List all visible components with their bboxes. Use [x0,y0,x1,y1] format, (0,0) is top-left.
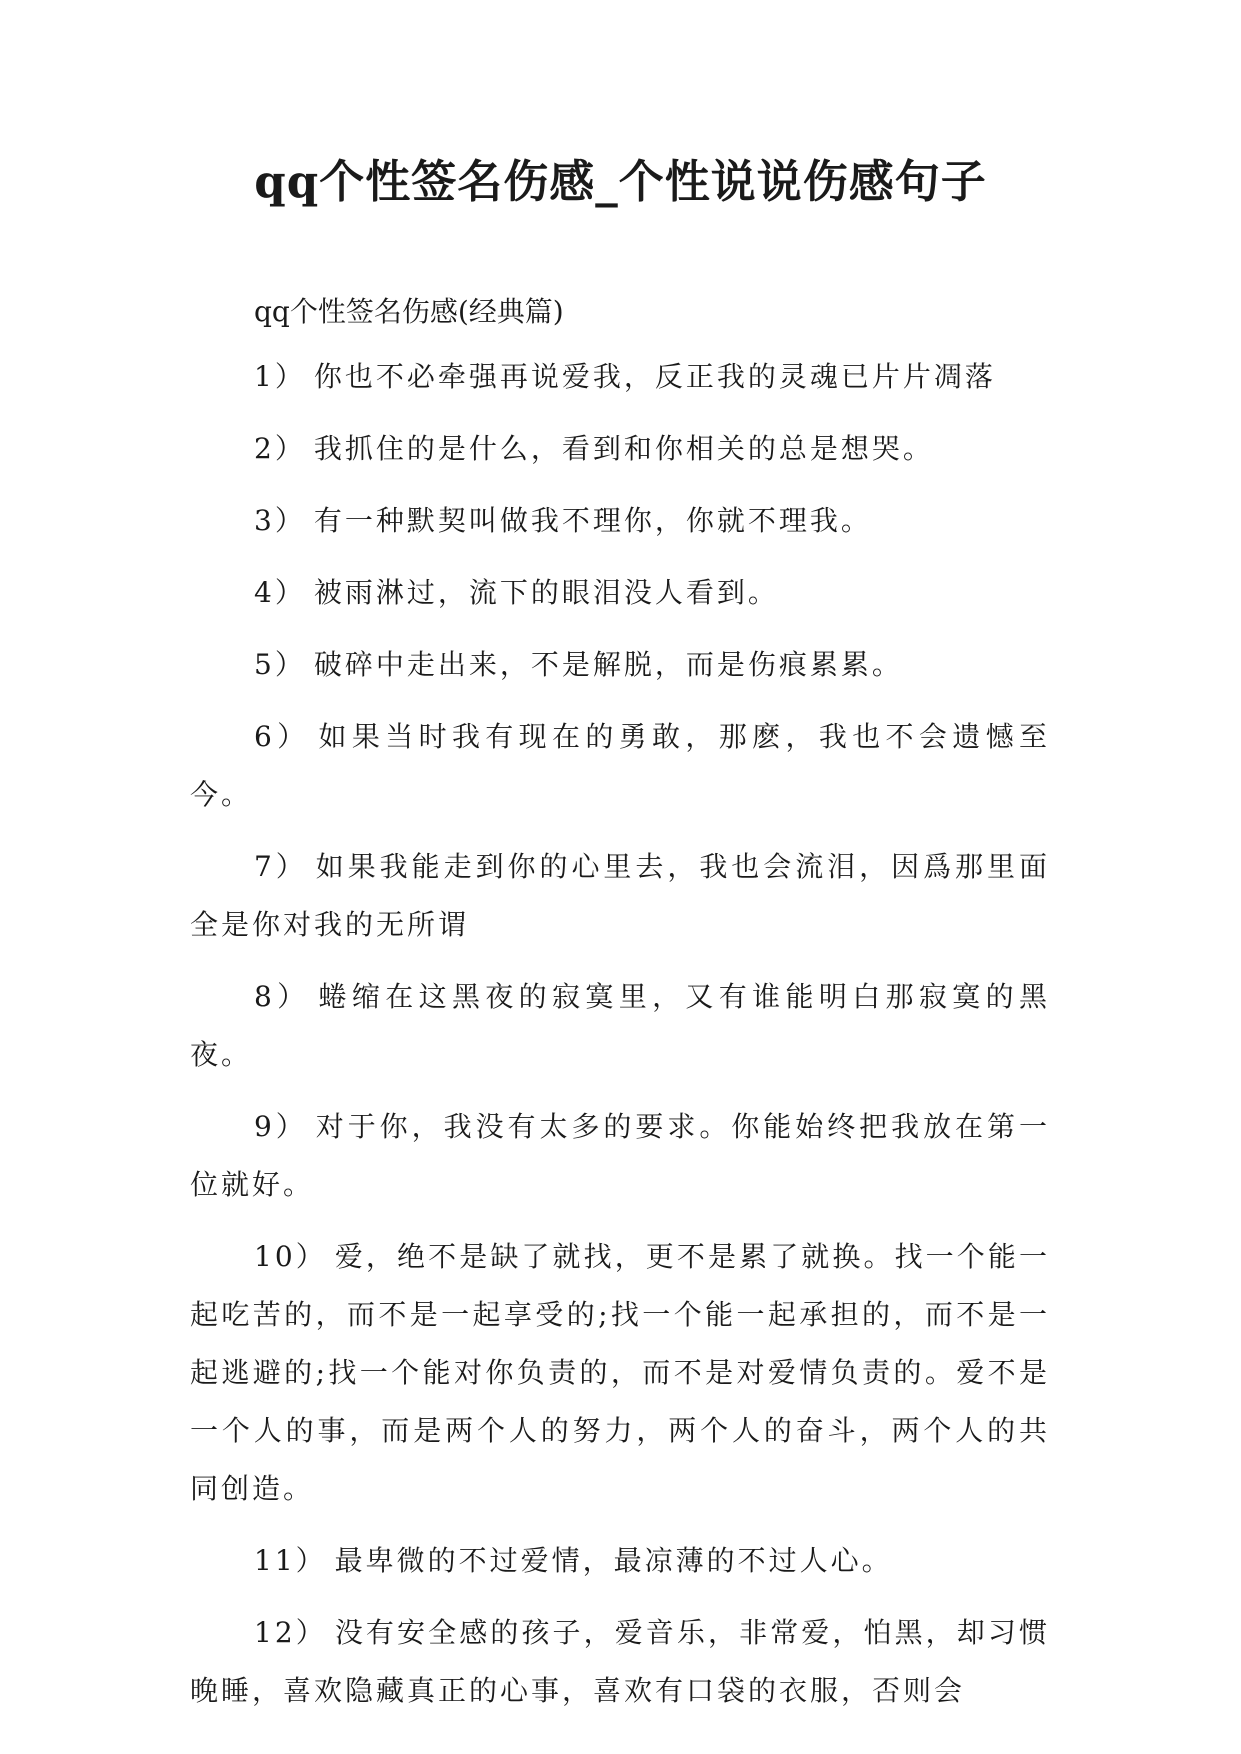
list-item [190,1532,1050,1590]
item-text: 没有安全感的孩子，爱音乐，非常爱，怕黑，却习惯晚睡，喜欢隐藏真正的心事，喜欢有口袋的衣服，否则会 [190,1616,1050,1707]
list-item [190,420,1050,478]
section-heading: qq个性签名伤感(经典篇) [254,295,564,328]
item-text: 你也不必牵强再说爱我，反正我的灵魂已片片凋落 [313,360,996,393]
list-item [190,708,1050,824]
item-text: 蜷缩在这黑夜的寂寞里，又有谁能明白那寂寞的黑夜。 [190,980,1050,1071]
item-text: 最卑微的不过爱情，最凉薄的不过人心。 [334,1544,893,1577]
list-item [190,492,1050,550]
item-number: 3） [254,504,306,537]
item-number: 8） [254,980,311,1013]
document-title: qq个性签名伤感_个性说说伤感句子 [254,155,987,208]
list-item [190,838,1050,954]
item-text: 有一种默契叫做我不理你，你就不理我。 [313,504,872,537]
list-item [190,968,1050,1084]
list-item [190,564,1050,622]
item-text: 我抓住的是什么，看到和你相关的总是想哭。 [313,432,934,465]
item-text: 如果当时我有现在的勇敢，那麽，我也不会遗憾至今。 [190,720,1050,811]
item-number: 6） [254,720,311,753]
item-number: 2） [254,432,306,465]
item-number: 11） [254,1544,327,1577]
list-item [190,636,1050,694]
item-number: 1） [254,360,306,393]
item-number: 4） [254,576,306,609]
item-text: 如果我能走到你的心里去，我也会流泪，因爲那里面全是你对我的无所谓 [190,850,1050,941]
item-number: 9） [254,1110,308,1143]
item-text: 对于你，我没有太多的要求。你能始终把我放在第一位就好。 [190,1110,1050,1201]
list-item [190,1228,1050,1518]
item-text: 破碎中走出来，不是解脱，而是伤痕累累。 [313,648,903,681]
document-body [190,290,1050,1734]
item-text: 被雨淋过，流下的眼泪没人看到。 [313,576,779,609]
item-number: 5） [254,648,306,681]
list-item [190,1098,1050,1214]
list-item [190,348,1050,406]
item-number: 10） [254,1240,327,1273]
item-text: 爱，绝不是缺了就找，更不是累了就换。找一个能一起吃苦的，而不是一起享受的;找一个能一起承担的，而不是一起逃避的;找一个能对你负责的，而不是对爱情负责的。爱不是一个人的事，而是两个人的努力，两个人的奋斗，两个人的共同创造。 [190,1240,1050,1505]
item-number: 12） [254,1616,327,1649]
item-number: 7） [254,850,308,883]
list-item [190,1604,1050,1720]
